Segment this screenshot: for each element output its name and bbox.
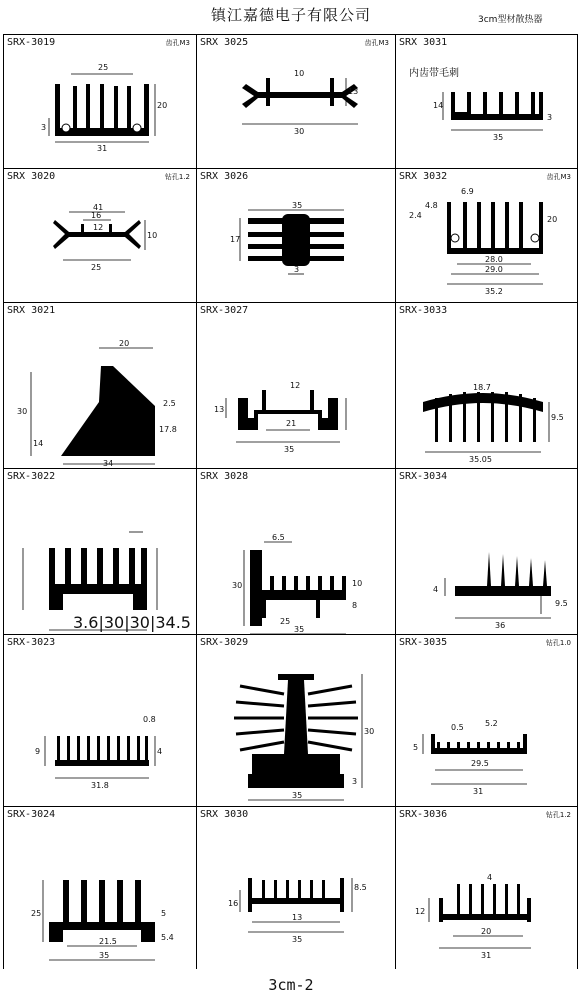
dim-label: 12 bbox=[93, 223, 104, 232]
dim-label: 9.5 bbox=[555, 599, 568, 608]
heatsink-profile-drawing bbox=[3, 806, 196, 969]
heatsink-profile-drawing bbox=[196, 168, 395, 302]
dim-label: 2.5 bbox=[163, 399, 176, 408]
dim-label: 5 bbox=[161, 909, 167, 918]
dim-label: 35 bbox=[284, 445, 295, 454]
dim-label: 31 bbox=[473, 787, 484, 796]
dim-label: 35.2 bbox=[485, 287, 503, 296]
dim-label: 35 bbox=[292, 201, 303, 210]
dim-label: 17 bbox=[230, 235, 241, 244]
product-cell-srx-3021 bbox=[3, 302, 196, 468]
dim-label: 25 bbox=[98, 63, 109, 72]
model-label: SRX-3034 bbox=[399, 471, 448, 482]
heatsink-profile-drawing bbox=[3, 168, 196, 302]
hole-note: 齿孔M3 bbox=[546, 173, 571, 181]
heatsink-profile-drawing bbox=[196, 302, 395, 468]
model-label: SRX 3028 bbox=[200, 471, 249, 482]
heatsink-profile-drawing bbox=[3, 468, 196, 634]
heatsink-profile-drawing bbox=[395, 168, 577, 302]
heatsink-profile-drawing bbox=[196, 34, 395, 168]
model-label: SRX 3031 bbox=[399, 37, 448, 48]
product-cell-srx-3030 bbox=[196, 806, 395, 969]
dim-label: 5 bbox=[413, 743, 419, 752]
dim-label: 6.9 bbox=[461, 187, 474, 196]
product-cell-srx-3032 bbox=[395, 168, 577, 302]
dim-label: 2.4 bbox=[409, 211, 422, 220]
product-cell-srx-3028 bbox=[196, 468, 395, 634]
catalog-tag: 3cm型材散热器 bbox=[478, 15, 543, 25]
model-label: SRX-3027 bbox=[200, 305, 249, 316]
hole-note: 钻孔1.2 bbox=[164, 173, 190, 181]
dim-label: 5.2 bbox=[485, 719, 498, 728]
model-label: SRX 3020 bbox=[7, 171, 56, 182]
dim-label: 35 bbox=[292, 935, 303, 944]
dim-label: 36 bbox=[495, 621, 506, 630]
model-label: SRX-3024 bbox=[7, 809, 56, 820]
dim-label: 13 bbox=[214, 405, 225, 414]
dim-label: 9.5 bbox=[551, 413, 564, 422]
dim-label: 9 bbox=[35, 747, 41, 756]
product-cell-srx-3024 bbox=[3, 806, 196, 969]
dim-label: 4 bbox=[157, 747, 163, 756]
heatsink-profile-drawing bbox=[395, 34, 577, 168]
dim-label: 35 bbox=[493, 133, 504, 142]
product-cell-srx-3023 bbox=[3, 634, 196, 806]
hole-note: 齿孔M3 bbox=[165, 39, 190, 47]
dim-label: 28.0 bbox=[485, 255, 503, 264]
dim-label: 4 bbox=[433, 585, 439, 594]
dim-label: 29.5 bbox=[471, 759, 489, 768]
dim-label: 3.6|30|30|34.5 bbox=[73, 613, 191, 632]
dim-label: 4 bbox=[487, 873, 493, 882]
product-cell-srx-3026 bbox=[196, 168, 395, 302]
product-cell-srx-3025 bbox=[196, 34, 395, 168]
dim-label: 20 bbox=[119, 339, 130, 348]
dim-label: 3 bbox=[352, 777, 358, 786]
dim-label: 31.8 bbox=[91, 781, 109, 790]
dim-label: 13 bbox=[292, 913, 303, 922]
dim-label: 35.05 bbox=[469, 455, 492, 464]
dim-label: 5.4 bbox=[161, 933, 174, 942]
model-label: SRX-3033 bbox=[399, 305, 448, 316]
heatsink-profile-drawing bbox=[395, 806, 577, 969]
hole-note: 齿孔M3 bbox=[364, 39, 389, 47]
heatsink-profile-drawing bbox=[196, 468, 395, 634]
model-label: SRX-3035 bbox=[399, 637, 448, 648]
dim-label: 6.5 bbox=[272, 533, 285, 542]
dim-label: 31 bbox=[97, 144, 108, 153]
heatsink-profile-drawing bbox=[395, 634, 577, 806]
dim-label: 21.5 bbox=[99, 937, 117, 946]
heatsink-profile-drawing bbox=[3, 34, 196, 168]
heatsink-profile-drawing bbox=[395, 468, 577, 634]
dim-label: 10 bbox=[352, 579, 363, 588]
model-label: SRX 3026 bbox=[200, 171, 249, 182]
dim-label: 30 bbox=[17, 407, 28, 416]
dim-label: 41 bbox=[93, 203, 104, 212]
dim-label: 12 bbox=[415, 907, 426, 916]
dim-label: 34 bbox=[103, 459, 114, 468]
dim-label: 13 bbox=[348, 87, 359, 96]
dim-label: 12 bbox=[290, 381, 301, 390]
model-label: SRX 3025 bbox=[200, 37, 249, 48]
dim-label: 3 bbox=[547, 113, 553, 122]
dim-label: 8 bbox=[352, 601, 358, 610]
dim-label: 35 bbox=[292, 791, 303, 800]
burr-note: 内齿带毛刺 bbox=[409, 68, 459, 79]
dim-label: 35 bbox=[294, 625, 305, 634]
heatsink-profile-drawing bbox=[196, 806, 395, 969]
dim-label: 3 bbox=[41, 123, 47, 132]
dim-label: 25 bbox=[91, 263, 102, 272]
product-cell-srx-3031 bbox=[395, 34, 577, 168]
model-label: SRX-3023 bbox=[7, 637, 56, 648]
dim-label: 10 bbox=[147, 231, 158, 240]
product-cell-srx-3029 bbox=[196, 634, 395, 806]
product-cell-srx-3036 bbox=[395, 806, 577, 969]
dim-label: 25 bbox=[280, 617, 291, 626]
product-cell-srx-3027 bbox=[196, 302, 395, 468]
dim-label: 18.7 bbox=[473, 383, 491, 392]
heatsink-profile-drawing bbox=[3, 302, 196, 468]
dim-label: 10 bbox=[294, 69, 305, 78]
dim-label: 17.8 bbox=[159, 425, 177, 434]
product-cell-srx-3035 bbox=[395, 634, 577, 806]
catalog-grid bbox=[3, 34, 578, 969]
dim-label: 16 bbox=[91, 211, 102, 220]
heatsink-profile-drawing bbox=[3, 634, 196, 806]
dim-label: 21 bbox=[286, 419, 297, 428]
product-cell-srx-3022 bbox=[3, 468, 196, 634]
model-label: SRX 3032 bbox=[399, 171, 448, 182]
dim-label: 8.5 bbox=[354, 883, 367, 892]
model-label: SRX 3021 bbox=[7, 305, 56, 316]
dim-label: 20 bbox=[481, 927, 492, 936]
dim-label: 0.5 bbox=[451, 723, 464, 732]
hole-note: 钻孔1.0 bbox=[545, 639, 571, 647]
dim-label: 4.8 bbox=[425, 201, 438, 210]
product-cell-srx-3019 bbox=[3, 34, 196, 168]
heatsink-profile-drawing bbox=[395, 302, 577, 468]
dim-label: 20 bbox=[547, 215, 558, 224]
dim-label: 30 bbox=[294, 127, 305, 136]
dim-label: 16 bbox=[228, 899, 239, 908]
page-footer-label: 3cm-2 bbox=[268, 976, 314, 994]
dim-label: 0.8 bbox=[143, 715, 156, 724]
dim-label: 20 bbox=[157, 101, 168, 110]
dim-label: 25 bbox=[31, 909, 42, 918]
grid-line bbox=[577, 34, 578, 969]
model-label: SRX-3036 bbox=[399, 809, 448, 820]
dim-label: 35 bbox=[99, 951, 110, 960]
model-label: SRX-3022 bbox=[7, 471, 56, 482]
heatsink-profile-drawing bbox=[196, 634, 395, 806]
model-label: SRX 3030 bbox=[200, 809, 249, 820]
dim-label: 31 bbox=[481, 951, 492, 960]
product-cell-srx-3034 bbox=[395, 468, 577, 634]
dim-label: 29.0 bbox=[485, 265, 503, 274]
dim-label: 14 bbox=[433, 101, 444, 110]
dim-label: 3 bbox=[294, 265, 300, 274]
dim-label: 30 bbox=[232, 581, 243, 590]
page-title: 镇江嘉德电子有限公司 bbox=[210, 6, 371, 24]
model-label: SRX-3019 bbox=[7, 37, 56, 48]
dim-label: 14 bbox=[33, 439, 44, 448]
dim-label: 30 bbox=[364, 727, 375, 736]
model-label: SRX-3029 bbox=[200, 637, 249, 648]
product-cell-srx-3020 bbox=[3, 168, 196, 302]
product-cell-srx-3033 bbox=[395, 302, 577, 468]
hole-note: 钻孔1.2 bbox=[545, 811, 571, 819]
